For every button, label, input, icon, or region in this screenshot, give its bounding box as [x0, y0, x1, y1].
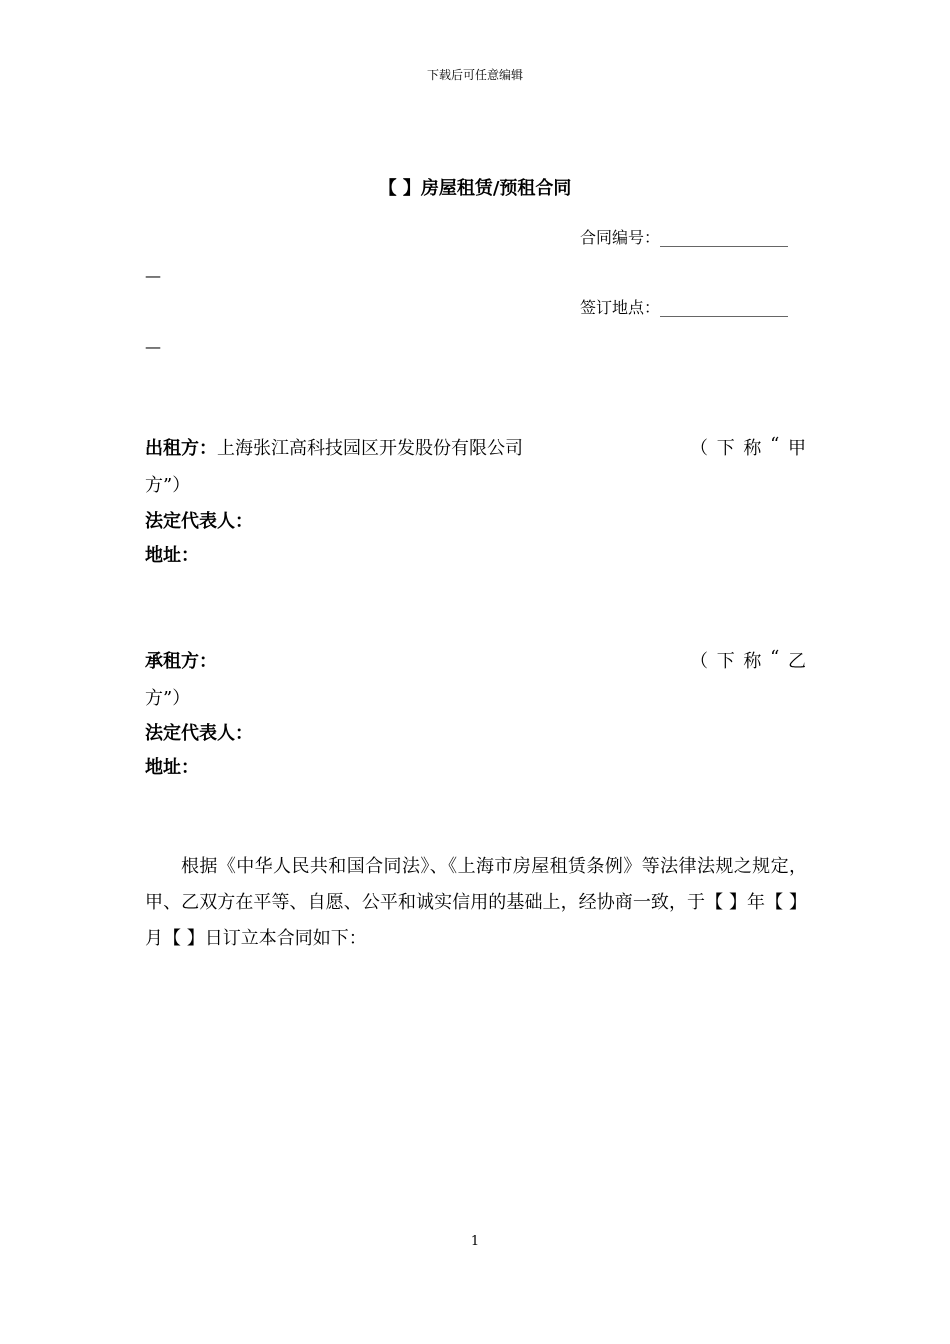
header-note: 下载后可任意编辑 [426, 68, 523, 82]
lessee-alias-char: 下 [716, 651, 735, 672]
lessor-address-label: 地址： [145, 545, 199, 566]
lessee-alias-char: （ [690, 651, 708, 672]
lessee-alias-char: 称 [743, 651, 762, 672]
sign-place-wrap: — [145, 337, 161, 356]
sign-place-line [580, 295, 788, 318]
lessee-alias-char: “ [770, 647, 780, 668]
sign-place-blank: ________________ [660, 298, 789, 317]
lessee-representative-label: 法定代表人： [145, 723, 253, 744]
lessor-representative-label: 法定代表人： [145, 511, 253, 532]
lessor-alias-char: “ [770, 434, 780, 455]
lessee-label: 承租方： [145, 651, 217, 672]
lessor-alias-char: 称 [743, 438, 762, 459]
contract-number-label: 合同编号： [580, 228, 661, 247]
lessee-alias-wrap: 方”） [145, 688, 191, 709]
sign-place-label: 签订地点： [580, 298, 661, 317]
lessor-alias-wrap: 方”） [145, 475, 191, 496]
lessor-alias-char: （ [690, 438, 708, 459]
lessee-alias-char: 乙 [787, 651, 806, 672]
lessor-line [145, 434, 523, 460]
lessor-alias-char: 甲 [787, 438, 806, 459]
lessor-alias-note [690, 434, 806, 460]
contract-number-wrap: — [145, 266, 161, 285]
lessor-label: 出租方： [145, 438, 217, 459]
page-number: 1 [470, 1234, 480, 1249]
document-title: 【 】房屋租赁/预租合同 [378, 178, 572, 199]
contract-number-line [580, 225, 788, 248]
contract-number-blank: ________________ [660, 228, 789, 247]
lessee-address-label: 地址： [145, 757, 199, 778]
lessor-alias-char: 下 [716, 438, 735, 459]
preamble-paragraph: 根据《中华人民共和国合同法》、《上海市房屋租赁条例》等法律法规之规定，甲、乙双方在平等、自愿、公平和诚实信用的基础上，经协商一致，于【 】年【 】月【 】日订立本合同如下： [145, 856, 807, 949]
lessor-name: 上海张江高科技园区开发股份有限公司 [217, 438, 523, 459]
lessee-alias-note [690, 647, 806, 673]
